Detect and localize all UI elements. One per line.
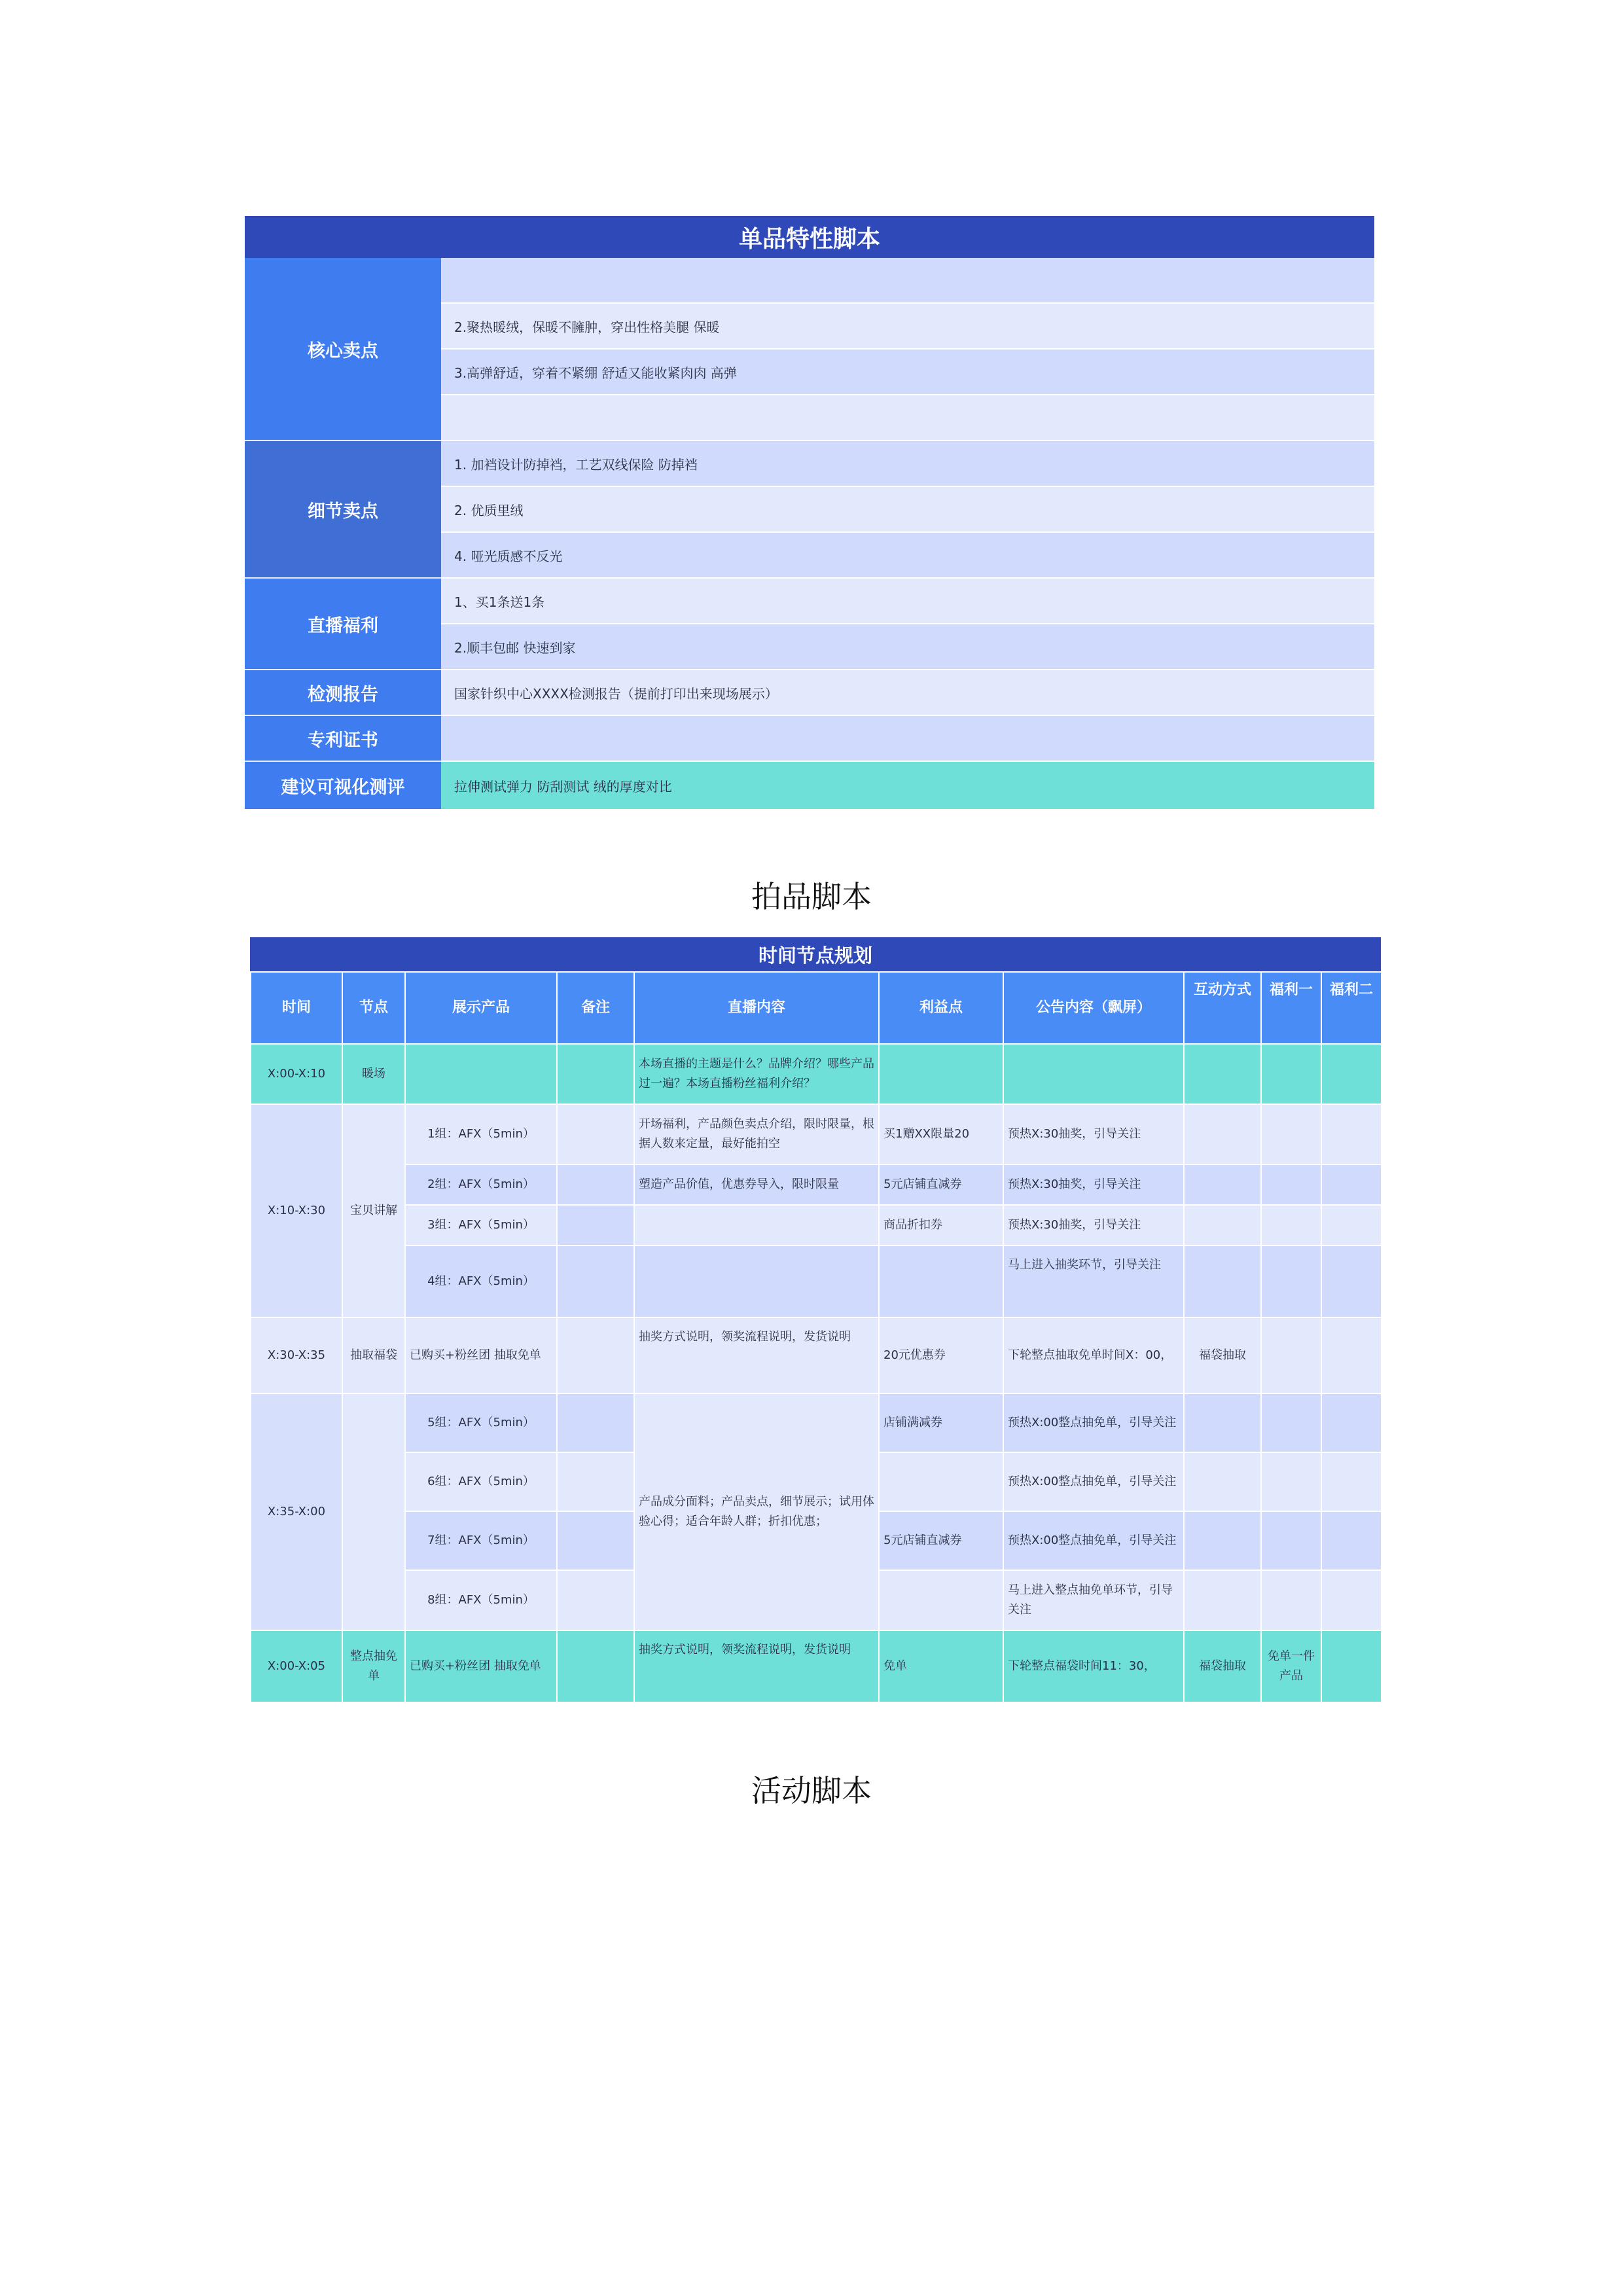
feature-row: 2. 优质里绒: [441, 487, 1374, 533]
interact-cell: [1184, 1570, 1261, 1630]
time-cell: X:30-X:35: [251, 1318, 342, 1393]
notice-cell: 马上进入整点抽免单环节，引导关注: [1003, 1570, 1184, 1630]
product-feature-table: [245, 216, 1374, 855]
notice-cell: 预热X:30抽奖，引导关注: [1003, 1205, 1184, 1246]
product-cell: 2组：AFX（5min）: [405, 1164, 557, 1205]
fl1-cell: [1261, 1044, 1321, 1104]
fl2-cell: [1321, 1104, 1382, 1164]
fl1-cell: [1261, 1452, 1321, 1511]
node-cell: 抽取福袋: [342, 1318, 405, 1393]
fl2-cell: [1321, 1044, 1382, 1104]
section-label-core: 核心卖点: [245, 258, 441, 441]
fl1-cell: [1261, 1393, 1321, 1452]
notice-cell: 下轮整点福袋时间11：30，: [1003, 1630, 1184, 1702]
content-cell: [634, 1205, 879, 1246]
header-notice: 公告内容（飘屏）: [1003, 972, 1184, 1044]
feature-row: [441, 395, 1374, 441]
fl2-cell: [1321, 1570, 1382, 1630]
fl1-cell: [1261, 1164, 1321, 1205]
content-cell: 塑造产品价值，优惠券导入，限时限量: [634, 1164, 879, 1205]
section-label-patent: 专利证书: [245, 716, 441, 762]
fl2-cell: [1321, 1164, 1382, 1205]
feature-row: 国家针织中心XXXX检测报告（提前打印出来现场展示）: [441, 670, 1374, 716]
note-cell: [557, 1570, 634, 1630]
benefit-cell: [879, 1044, 1003, 1104]
note-cell: [557, 1164, 634, 1205]
node-cell: 整点抽免单: [342, 1630, 405, 1702]
fl1-cell: [1261, 1570, 1321, 1630]
note-cell: [557, 1511, 634, 1570]
feature-row: 3.高弹舒适，穿着不紧绷 舒适又能收紧肉肉 高弹: [441, 350, 1374, 395]
interact-cell: [1184, 1452, 1261, 1511]
fl2-cell: [1321, 1393, 1382, 1452]
time-cell: X:00-X:10: [251, 1044, 342, 1104]
caption-activity-script: 活动脚本: [751, 1773, 872, 1808]
interact-cell: [1184, 1104, 1261, 1164]
product-cell: [405, 1044, 557, 1104]
product-cell: 7组：AFX（5min）: [405, 1511, 557, 1570]
section-label-benefit: 直播福利: [245, 579, 441, 670]
interact-cell: [1184, 1044, 1261, 1104]
product-cell: 8组：AFX（5min）: [405, 1570, 557, 1630]
time-cell: X:00-X:05: [251, 1630, 342, 1702]
fl1-cell: [1261, 1318, 1321, 1393]
notice-cell: 预热X:30抽奖，引导关注: [1003, 1104, 1184, 1164]
interact-cell: 福袋抽取: [1184, 1318, 1261, 1393]
note-cell: [557, 1246, 634, 1318]
content-cell: 抽奖方式说明，领奖流程说明，发货说明: [634, 1318, 879, 1393]
fl1-cell: [1261, 1511, 1321, 1570]
fl2-cell: [1321, 1511, 1382, 1570]
header-time: 时间: [251, 972, 342, 1044]
feature-row: [441, 258, 1374, 304]
product-cell: 已购买+粉丝团 抽取免单: [405, 1630, 557, 1702]
note-cell: [557, 1318, 634, 1393]
time-cell: X:35-X:00: [251, 1393, 342, 1630]
feature-row: 2.聚热暖绒，保暖不臃肿，穿出性格美腿 保暖: [441, 304, 1374, 350]
caption-auction-script: 拍品脚本: [751, 879, 872, 914]
note-cell: [557, 1393, 634, 1452]
interact-cell: [1184, 1205, 1261, 1246]
header-fl2: 福利二: [1321, 972, 1382, 1044]
interact-cell: 福袋抽取: [1184, 1630, 1261, 1702]
benefit-cell: 5元店铺直减券: [879, 1164, 1003, 1205]
benefit-cell: 20元优惠券: [879, 1318, 1003, 1393]
content-cell: 产品成分面料；产品卖点，细节展示；试用体验心得；适合年龄人群；折扣优惠；: [634, 1393, 879, 1630]
product-cell: 4组：AFX（5min）: [405, 1246, 557, 1318]
product-cell: 5组：AFX（5min）: [405, 1393, 557, 1452]
note-cell: [557, 1205, 634, 1246]
feature-row: 1、买1条送1条: [441, 579, 1374, 624]
section-label-report: 检测报告: [245, 670, 441, 716]
timeline-table: [250, 937, 1381, 1703]
table-title: 时间节点规划: [250, 937, 1381, 971]
content-cell: 开场福利，产品颜色卖点介绍，限时限量，根据人数来定量，最好能拍空: [634, 1104, 879, 1164]
node-cell: 宝贝讲解: [342, 1104, 405, 1318]
product-cell: 已购买+粉丝团 抽取免单: [405, 1318, 557, 1393]
header-content: 直播内容: [634, 972, 879, 1044]
fl1-cell: [1261, 1104, 1321, 1164]
table-title: 单品特性脚本: [245, 216, 1374, 258]
notice-cell: 马上进入抽奖环节，引导关注: [1003, 1246, 1184, 1318]
product-cell: 3组：AFX（5min）: [405, 1205, 557, 1246]
fl1-cell: 免单一件产品: [1261, 1630, 1321, 1702]
note-cell: [557, 1452, 634, 1511]
notice-cell: [1003, 1044, 1184, 1104]
header-note: 备注: [557, 972, 634, 1044]
benefit-cell: 免单: [879, 1630, 1003, 1702]
time-cell: X:10-X:30: [251, 1104, 342, 1318]
fl2-cell: [1321, 1318, 1382, 1393]
fl2-cell: [1321, 1246, 1382, 1318]
feature-row: 2.顺丰包邮 快速到家: [441, 624, 1374, 670]
interact-cell: [1184, 1511, 1261, 1570]
note-cell: [557, 1044, 634, 1104]
feature-row: 4. 哑光质感不反光: [441, 533, 1374, 579]
note-cell: [557, 1630, 634, 1702]
feature-row: 1. 加裆设计防掉裆，工艺双线保险 防掉裆: [441, 441, 1374, 487]
interact-cell: [1184, 1246, 1261, 1318]
header-benefit: 利益点: [879, 972, 1003, 1044]
section-label-visual: 建议可视化测评: [245, 762, 441, 809]
header-interact: 互动方式: [1184, 972, 1261, 1044]
header-fl1: 福利一: [1261, 972, 1321, 1044]
note-cell: [557, 1104, 634, 1164]
product-cell: 6组：AFX（5min）: [405, 1452, 557, 1511]
interact-cell: [1184, 1164, 1261, 1205]
fl2-cell: [1321, 1205, 1382, 1246]
fl1-cell: [1261, 1205, 1321, 1246]
benefit-cell: 店铺满减券: [879, 1393, 1003, 1452]
node-cell: 暖场: [342, 1044, 405, 1104]
benefit-cell: 5元店铺直减券: [879, 1511, 1003, 1570]
notice-cell: 预热X:00整点抽免单，引导关注: [1003, 1511, 1184, 1570]
content-cell: [634, 1246, 879, 1318]
content-cell: 本场直播的主题是什么？品牌介绍？哪些产品过一遍？本场直播粉丝福利介绍？: [634, 1044, 879, 1104]
notice-cell: 下轮整点抽取免单时间X：00，: [1003, 1318, 1184, 1393]
header-node: 节点: [342, 972, 405, 1044]
benefit-cell: [879, 1570, 1003, 1630]
benefit-cell: 商品折扣券: [879, 1205, 1003, 1246]
fl1-cell: [1261, 1246, 1321, 1318]
fl2-cell: [1321, 1452, 1382, 1511]
content-cell: 抽奖方式说明，领奖流程说明，发货说明: [634, 1630, 879, 1702]
interact-cell: [1184, 1393, 1261, 1452]
node-cell: [342, 1393, 405, 1630]
notice-cell: 预热X:30抽奖，引导关注: [1003, 1164, 1184, 1205]
benefit-cell: 买1赠XX限量20: [879, 1104, 1003, 1164]
benefit-cell: [879, 1452, 1003, 1511]
header-product: 展示产品: [405, 972, 557, 1044]
notice-cell: 预热X:00整点抽免单，引导关注: [1003, 1452, 1184, 1511]
benefit-cell: [879, 1246, 1003, 1318]
product-cell: 1组：AFX（5min）: [405, 1104, 557, 1164]
section-label-detail: 细节卖点: [245, 441, 441, 579]
feature-row: [441, 716, 1374, 762]
notice-cell: 预热X:00整点抽免单，引导关注: [1003, 1393, 1184, 1452]
fl2-cell: [1321, 1630, 1382, 1702]
feature-row: 拉伸测试弹力 防刮测试 绒的厚度对比: [441, 762, 1374, 809]
